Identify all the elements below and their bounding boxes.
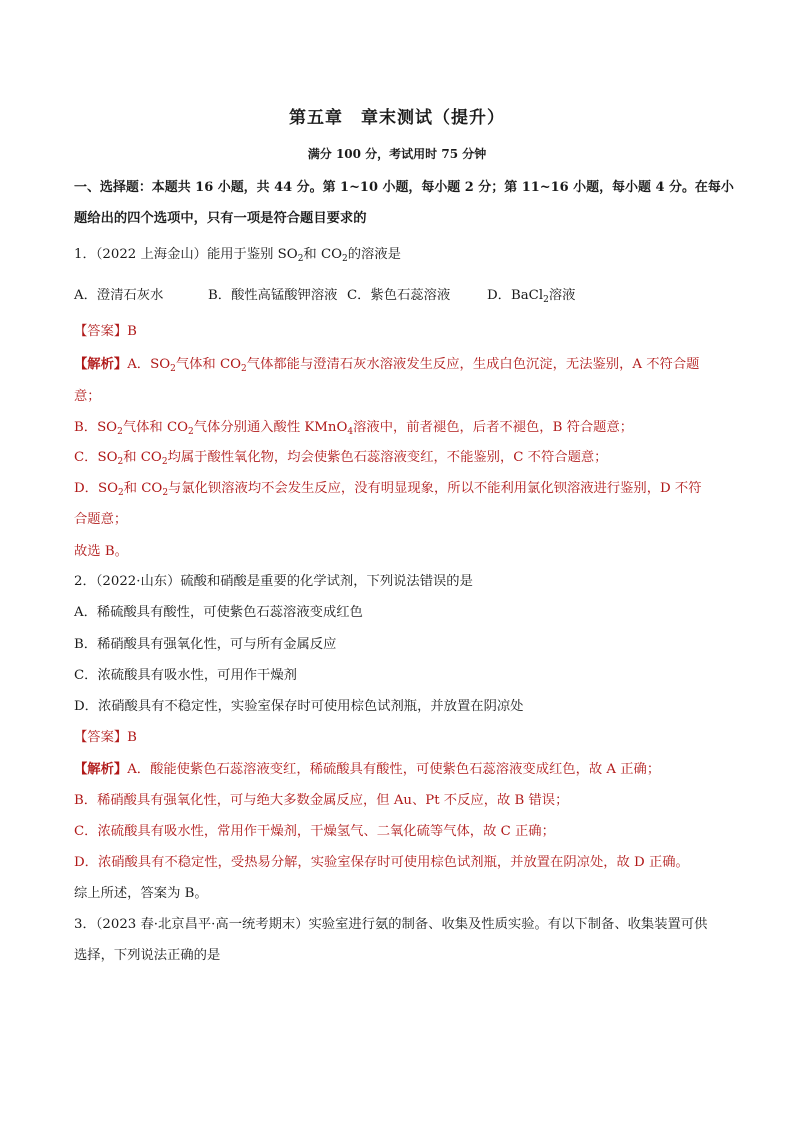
page-subtitle: 满分 100 分，考试用时 75 分钟: [307, 147, 487, 161]
question-1-option-a: A．澄清石灰水: [74, 288, 164, 303]
section-instruction-line-2: 题给出的四个选项中，只有一项是符合题目要求的: [74, 211, 367, 226]
question-1-option-c: C．紫色石蕊溶液: [347, 288, 451, 303]
question-1-analysis-c: C．$SO_2$和 $CO_2$均属于酸性氧化物，均会使紫色石蕊溶液变红，不能鉴别，C 不符合题意；: [74, 450, 608, 467]
question-1-analysis-a-cont: 意；: [74, 389, 101, 404]
question-1-answer: 【答案】B: [74, 324, 137, 339]
question-2-option-c: C．浓硫酸具有吸水性，可用作干燥剂: [74, 668, 297, 683]
question-2-analysis-d: D．浓硝酸具有不稳定性，受热易分解，实验室保存时可使用棕色试剂瓶，并放置在阴凉处，故 D 正确。: [74, 855, 689, 870]
question-1-analysis-d-cont: 合题意；: [74, 512, 128, 527]
question-1-option-b: B．酸性高锰酸钾溶液: [208, 288, 338, 303]
question-1-conclusion: 故选 B。: [74, 544, 128, 559]
question-2-analysis-a: 【解析】A．酸能使紫色石蕊溶液变红，稀硫酸具有酸性，可使紫色石蕊溶液变成红色，故 A 正确；: [74, 762, 661, 777]
question-1-stem: 1．（2022 上海金山）能用于鉴别 $SO_2$和 $CO_2$的溶液是: [74, 247, 401, 264]
question-2-analysis-b: B．稀硝酸具有强氧化性，可与绝大多数金属反应，但 Au、Pt 不反应，故 B 错误；: [74, 793, 569, 808]
question-2-analysis-c: C．浓硫酸具有吸水性，常用作干燥剂，干燥氢气、二氧化硫等气体，故 C 正确；: [74, 824, 555, 839]
question-3-stem-line-2: 选择，下列说法正确的是: [74, 948, 221, 963]
section-instruction-line-1: 一、选择题：本题共 16 小题，共 44 分。第 1~10 小题，每小题 2 分；第 11~16 小题，每小题 4 分。在每小: [74, 180, 734, 195]
question-2-answer: 【答案】B: [74, 730, 137, 745]
question-3-stem-line-1: 3．（2023 春·北京昌平·高一统考期末）实验室进行氨的制备、收集及性质实验。有以下制备、收集装置可供: [74, 917, 708, 932]
question-1-analysis-b: B．$SO_2$气体和 $CO_2$气体分别通入酸性 KMnO$_4$溶液中，前者褪色，后者不褪色，B 符合题意；: [74, 420, 634, 437]
question-1-analysis-a: 【解析】A．$SO_2$气体和 $CO_2$气体都能与澄清石灰水溶液发生反应，生成白色沉淀，无法鉴别，A 不符合题: [74, 357, 700, 374]
question-1-analysis-d: D．$SO_2$和 $CO_2$与氯化钡溶液均不会发生反应，没有明显现象，所以不能利用氯化钡溶液进行鉴别，D 不符: [74, 481, 702, 498]
question-2-option-d: D．浓硝酸具有不稳定性，实验室保存时可使用棕色试剂瓶，并放置在阴凉处: [74, 699, 524, 714]
question-2-conclusion: 综上所述，答案为 B。: [74, 886, 208, 901]
question-2-option-b: B．稀硝酸具有强氧化性，可与所有金属反应: [74, 637, 337, 652]
page-title: 第五章 章末测试（提升）: [289, 108, 505, 128]
question-1-option-d: D．BaCl$_2$溶液: [487, 288, 576, 305]
question-2-stem: 2．（2022·山东）硫酸和硝酸是重要的化学试剂，下列说法错误的是: [74, 574, 473, 589]
question-2-option-a: A．稀硫酸具有酸性，可使紫色石蕊溶液变成红色: [74, 605, 363, 620]
